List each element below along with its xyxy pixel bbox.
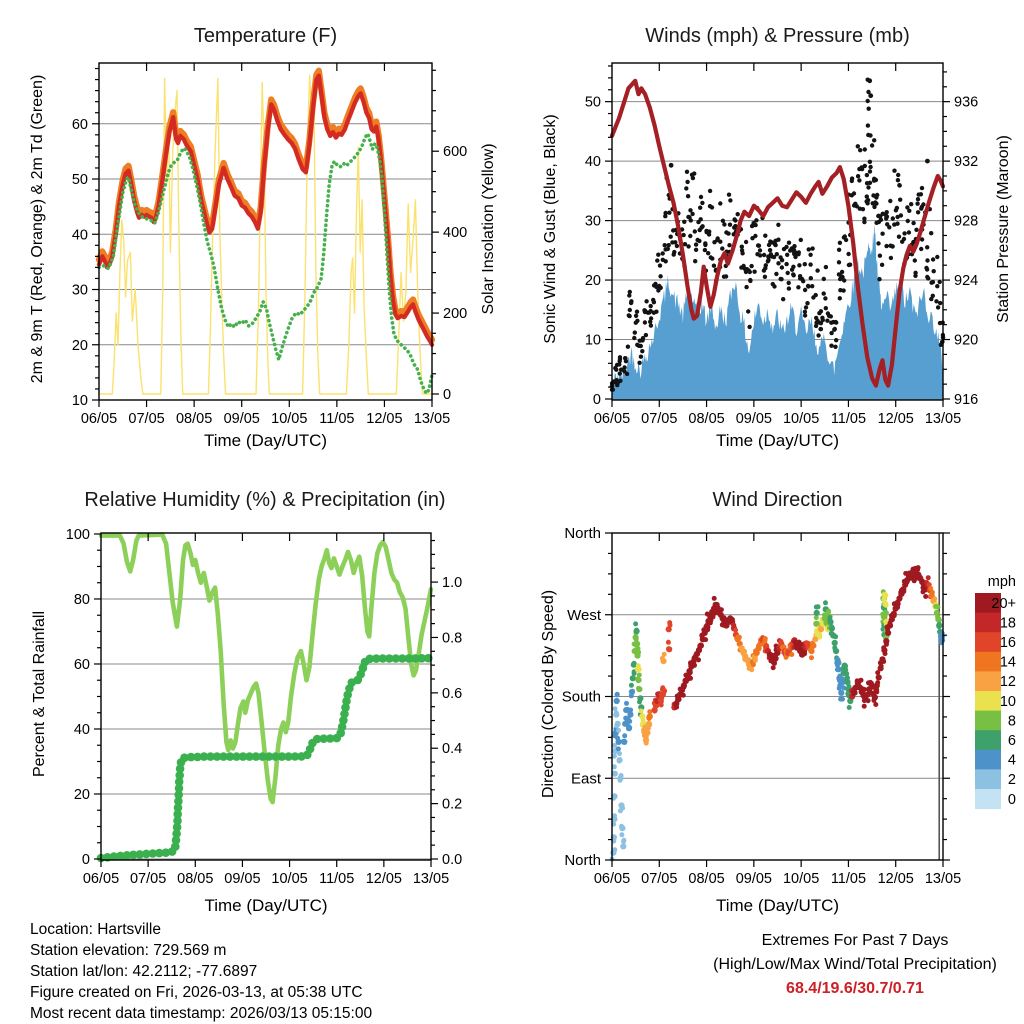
svg-text:12/05: 12/05 [366, 411, 403, 427]
svg-text:80: 80 [73, 591, 90, 608]
temperature-plot [72, 63, 467, 427]
svg-text:16: 16 [999, 635, 1016, 651]
svg-text:10/05: 10/05 [271, 871, 308, 887]
svg-text:08/05: 08/05 [177, 871, 214, 887]
svg-text:10: 10 [584, 332, 601, 349]
svg-text:40: 40 [584, 154, 601, 171]
svg-text:14: 14 [999, 654, 1016, 671]
temperature-chart-title: Temperature (F) [193, 25, 338, 47]
svg-text:08/05: 08/05 [688, 411, 725, 427]
svg-text:4: 4 [1007, 752, 1016, 769]
wind-direction-plot [562, 525, 961, 887]
svg-text:600: 600 [443, 144, 468, 161]
svg-text:936: 936 [954, 94, 979, 111]
svg-text:12/05: 12/05 [877, 871, 914, 887]
speed-colorbar [975, 574, 1016, 809]
svg-text:20: 20 [584, 273, 601, 290]
svg-text:0.4: 0.4 [442, 741, 463, 758]
svg-text:12: 12 [999, 674, 1016, 691]
svg-text:932: 932 [954, 154, 979, 171]
rh-precip-chart-title: Relative Humidity (%) & Precipitation (in) [84, 489, 446, 511]
extremes-subheading: (High/Low/Max Wind/Total Precipitation) [713, 956, 997, 973]
svg-text:10/05: 10/05 [782, 411, 820, 427]
winds-pressure-plot [585, 63, 978, 427]
svg-text:40: 40 [73, 721, 90, 738]
svg-text:928: 928 [954, 213, 979, 230]
svg-text:13/05: 13/05 [924, 871, 962, 887]
svg-text:10/05: 10/05 [271, 411, 308, 427]
svg-text:11/05: 11/05 [830, 411, 867, 427]
svg-text:09/05: 09/05 [735, 411, 773, 427]
svg-text:20+: 20+ [991, 595, 1016, 612]
svg-text:10: 10 [999, 693, 1016, 710]
svg-text:20: 20 [71, 337, 88, 354]
svg-text:mph: mph [987, 574, 1016, 590]
svg-text:916: 916 [954, 392, 979, 408]
winds-pressure-chart-title: Winds (mph) & Pressure (mb) [645, 25, 910, 47]
svg-text:18: 18 [999, 615, 1016, 632]
svg-text:11/05: 11/05 [319, 411, 355, 427]
svg-text:08/05: 08/05 [688, 871, 725, 887]
direction-axis-label: Direction (Colored By Speed) [540, 589, 557, 799]
svg-text:07/05: 07/05 [128, 411, 165, 427]
temperature-left-axis-label: 2m & 9m T (Red, Orange) & 2m Td (Green) [29, 74, 46, 384]
svg-text:400: 400 [443, 225, 468, 242]
temperature-x-axis-label: Time (Day/UTC) [203, 431, 328, 450]
svg-text:13/05: 13/05 [412, 871, 450, 887]
svg-text:11/05: 11/05 [319, 871, 355, 887]
svg-text:09/05: 09/05 [224, 871, 261, 887]
svg-text:South: South [561, 688, 601, 706]
svg-text:1.0: 1.0 [442, 575, 463, 592]
svg-text:North: North [564, 525, 601, 542]
svg-text:30: 30 [584, 213, 601, 230]
svg-text:0: 0 [443, 387, 452, 403]
svg-text:60: 60 [71, 116, 88, 133]
svg-text:11/05: 11/05 [830, 871, 867, 887]
svg-text:06/05: 06/05 [80, 411, 118, 427]
station-elevation: Station elevation: 729.569 m [30, 942, 227, 959]
extremes-summary [660, 929, 1024, 1001]
svg-text:East: East [570, 770, 601, 788]
svg-text:0.8: 0.8 [442, 630, 463, 647]
svg-text:60: 60 [73, 656, 90, 673]
svg-text:07/05: 07/05 [641, 411, 678, 427]
solar-right-axis-label: Solar Insolation (Yellow) [480, 143, 497, 315]
svg-text:20: 20 [73, 786, 90, 803]
svg-text:30: 30 [71, 282, 88, 299]
extremes-heading: Extremes For Past 7 Days [761, 932, 949, 949]
rh-precip-plot [66, 527, 462, 887]
svg-text:12/05: 12/05 [365, 871, 403, 887]
extremes-values: 68.4/19.6/30.7/0.71 [786, 980, 924, 997]
wind-gust-left-axis-label: Sonic Wind & Gust (Blue, Black) [542, 114, 559, 344]
station-location: Location: Hartsville [30, 921, 161, 938]
svg-text:08/05: 08/05 [175, 411, 213, 427]
svg-text:10/05: 10/05 [782, 871, 820, 887]
svg-text:0: 0 [592, 392, 601, 408]
station-latlon: Station lat/lon: 42.2112; -77.6897 [30, 963, 258, 980]
svg-text:50: 50 [584, 94, 601, 111]
svg-text:6: 6 [1007, 733, 1016, 749]
winds-x-axis-label: Time (Day/UTC) [715, 431, 840, 450]
svg-text:40: 40 [71, 227, 88, 244]
svg-text:0: 0 [1007, 791, 1016, 808]
svg-text:2: 2 [1007, 772, 1016, 789]
svg-text:North: North [564, 852, 601, 869]
svg-text:924: 924 [954, 273, 979, 290]
svg-text:13/05: 13/05 [413, 411, 451, 427]
svg-text:06/05: 06/05 [593, 411, 631, 427]
svg-text:07/05: 07/05 [641, 871, 678, 887]
pressure-right-axis-label: Station Pressure (Maroon) [995, 135, 1012, 323]
svg-text:200: 200 [443, 306, 468, 323]
svg-text:100: 100 [65, 526, 90, 543]
svg-text:0.0: 0.0 [442, 852, 463, 868]
svg-text:07/05: 07/05 [129, 871, 167, 887]
figure-created-timestamp: Figure created on Fri, 2026-03-13, at 05:38 UTC [30, 984, 363, 1001]
svg-text:06/05: 06/05 [593, 871, 631, 887]
svg-text:8: 8 [1007, 713, 1016, 730]
svg-text:10: 10 [71, 393, 88, 409]
station-info [30, 919, 372, 1024]
rh-x-axis-label: Time (Day/UTC) [204, 896, 328, 915]
svg-text:50: 50 [71, 172, 88, 189]
svg-text:13/05: 13/05 [924, 411, 962, 427]
percent-rainfall-axis-label: Percent & Total Rainfall [31, 611, 48, 778]
svg-text:0.2: 0.2 [442, 796, 463, 813]
svg-text:0.6: 0.6 [442, 685, 463, 702]
svg-text:06/05: 06/05 [82, 871, 120, 887]
svg-text:West: West [567, 606, 601, 624]
svg-text:09/05: 09/05 [223, 411, 260, 427]
svg-text:09/05: 09/05 [735, 871, 773, 887]
svg-text:0: 0 [81, 852, 90, 868]
wind-direction-chart-title: Wind Direction [712, 489, 843, 511]
most-recent-data-timestamp: Most recent data timestamp: 2026/03/13 05:15:00 [30, 1005, 373, 1022]
svg-text:920: 920 [954, 332, 979, 349]
svg-text:12/05: 12/05 [877, 411, 914, 427]
direction-x-axis-label: Time (Day/UTC) [715, 896, 840, 915]
